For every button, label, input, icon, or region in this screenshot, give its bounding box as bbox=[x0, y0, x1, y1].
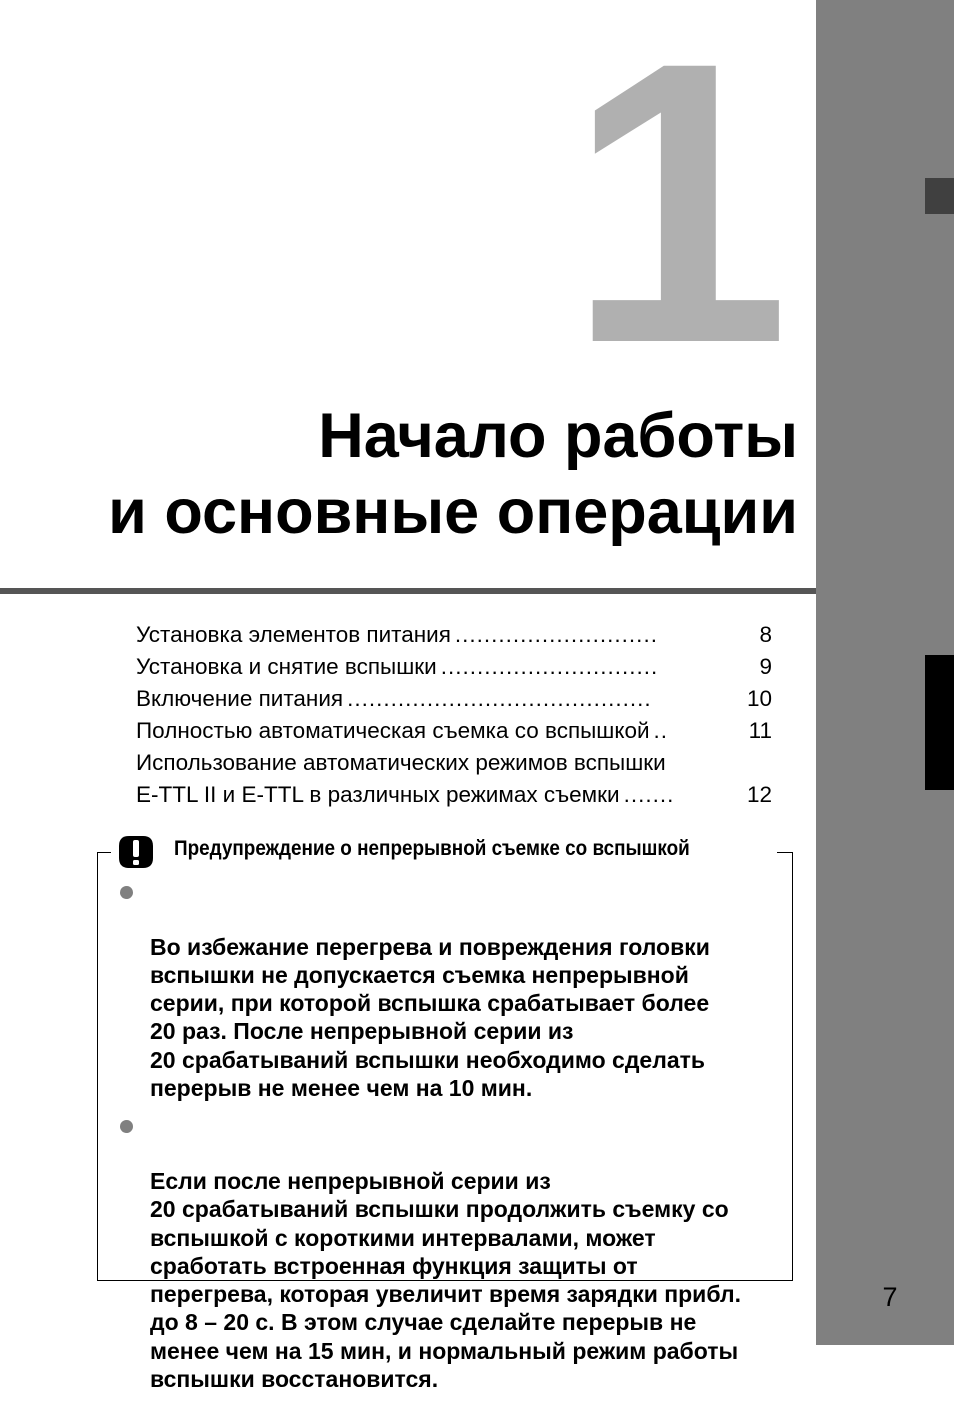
toc-leader: ....... bbox=[623, 782, 675, 807]
warning-box-edge bbox=[777, 852, 792, 853]
toc-entry[interactable] bbox=[136, 683, 772, 715]
toc-leader: .......................................... bbox=[347, 686, 652, 711]
table-of-contents bbox=[136, 619, 772, 811]
toc-leader: .. bbox=[653, 718, 669, 743]
bullet-icon bbox=[120, 1120, 133, 1133]
warning-bullet bbox=[118, 1110, 778, 1393]
caution-icon bbox=[118, 835, 154, 869]
bullet-icon bbox=[120, 886, 133, 899]
toc-label: E-TTL II и E-TTL в различных режимах съемки bbox=[136, 782, 620, 807]
toc-label: Установка элементов питания bbox=[136, 622, 451, 647]
toc-leader: ............................ bbox=[454, 622, 658, 647]
section-tab bbox=[925, 178, 954, 214]
toc-entry[interactable] bbox=[136, 619, 772, 651]
toc-label: Установка и снятие вспышки bbox=[136, 654, 437, 679]
toc-page: 12 bbox=[746, 782, 772, 807]
warning-bullet bbox=[118, 876, 778, 1102]
page-number: 7 bbox=[882, 1282, 898, 1312]
chapter-tab-active bbox=[925, 655, 954, 790]
toc-entry[interactable] bbox=[136, 715, 772, 747]
toc-page: 8 bbox=[759, 622, 772, 647]
chapter-title bbox=[38, 398, 798, 550]
toc-label-line-1: Использование автоматических режимов вспышки bbox=[136, 750, 666, 775]
chapter-number: 1 bbox=[567, 0, 790, 426]
title-divider bbox=[0, 588, 816, 594]
warning-title: Предупреждение о непрерывной съемке со вспышкой bbox=[174, 837, 690, 860]
toc-page: 9 bbox=[759, 654, 772, 679]
toc-page: 10 bbox=[746, 686, 772, 711]
toc-entry[interactable] bbox=[136, 651, 772, 683]
toc-leader: .............................. bbox=[440, 654, 659, 679]
warning-bullet-text: Во избежание перегрева и повреждения головки вспышки не допускается съемка непрерывной серии, при которой вспышка срабатывает более 20 раз. После непрерывной серии из 20 срабатываний вспышки необходимо сделать перерыв не менее чем на 10 мин. bbox=[150, 933, 710, 1102]
toc-page: 11 bbox=[748, 718, 772, 743]
toc-label: Включение питания bbox=[136, 686, 344, 711]
toc-entry[interactable] bbox=[136, 747, 772, 811]
warning-bullet-text: Если после непрерывной серии из 20 срабатываний вспышки продолжить съемку со вспышкой с короткими интервалами, может сработать встроенная функция защиты от перегрева, которая увеличит время зарядки прибл. до 8 – 20 с. В этом случае сделайте перерыв не менее чем на 15 мин, и нормальный режим работы вспышки восстановится. bbox=[150, 1167, 741, 1393]
warning-body bbox=[118, 876, 778, 1401]
toc-label: Полностью автоматическая съемка со вспышкой bbox=[136, 718, 650, 743]
chapter-title-line-1: Начало работы bbox=[318, 401, 798, 471]
chapter-title-line-2: и основные операции bbox=[108, 477, 798, 547]
warning-box-edge bbox=[97, 852, 111, 853]
